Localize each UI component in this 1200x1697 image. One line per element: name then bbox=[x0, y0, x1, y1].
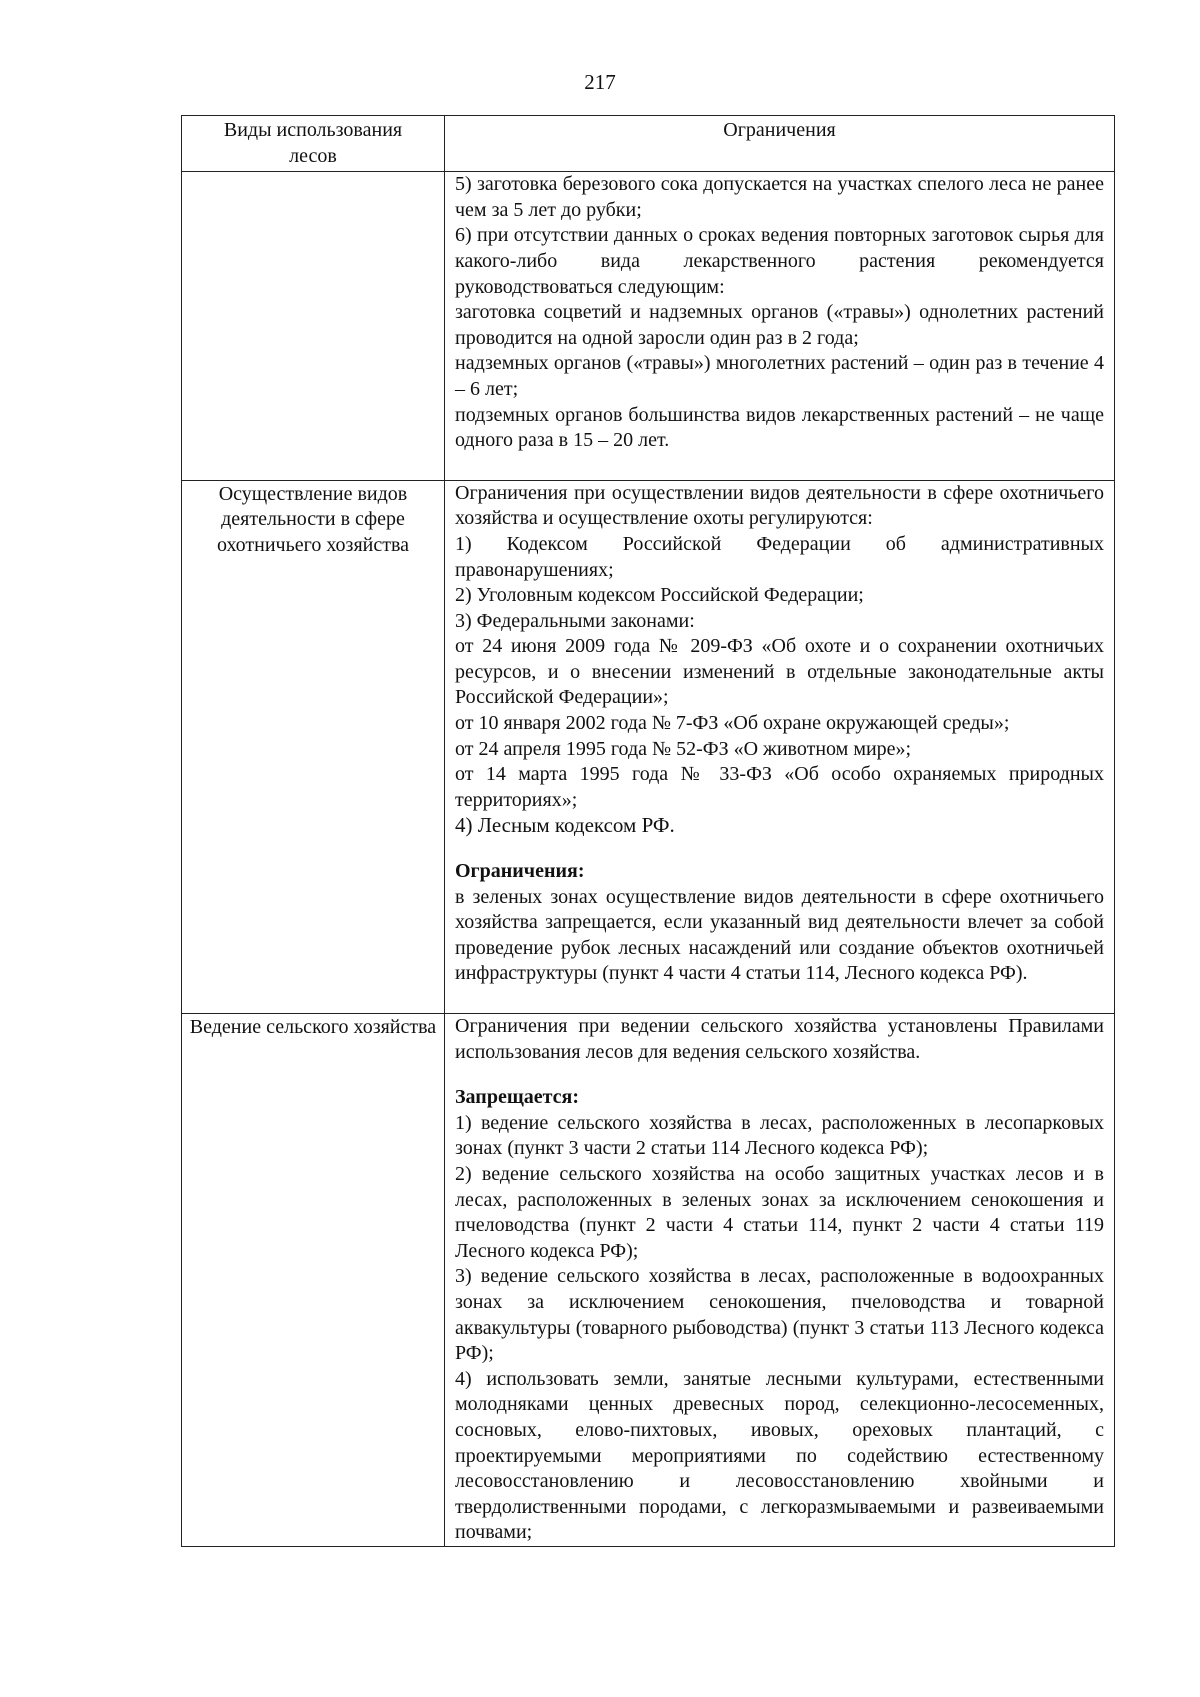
table-row bbox=[182, 1014, 1115, 1547]
restriction-paragraph: подземных органов большинства видов лекарственных растений – не чаще одного раза в 15 – 20 лет. bbox=[455, 403, 1104, 452]
restriction-paragraph: надземных органов («травы») многолетних растений – один раз в течение 4 – 6 лет; bbox=[455, 352, 1104, 400]
header-types-line-1: Виды использования bbox=[223, 119, 403, 141]
restriction-subheading: Ограничения: bbox=[455, 860, 585, 883]
restriction-paragraph: от 14 марта 1995 года № 33-ФЗ «Об особо охраняемых природных территориях»; bbox=[455, 763, 1104, 811]
table-row bbox=[182, 480, 1115, 1013]
restriction-paragraph: Ограничения при ведении сельского хозяйства установлены Правилами использования лесов для ведения сельского хозяйства. bbox=[455, 1015, 1104, 1063]
restriction-paragraph: 1) ведение сельского хозяйства в лесах, расположенных в лесопарковых зонах (пункт 3 части 2 статьи 114 Лесного кодекса РФ); bbox=[455, 1111, 1104, 1160]
restriction-paragraph: заготовка соцветий и надземных органов («травы») однолетних растений проводится на одной заросли один раз в 2 года; bbox=[455, 301, 1104, 349]
row-type-label bbox=[182, 172, 445, 481]
restriction-subheading: Запрещается: bbox=[455, 1086, 580, 1109]
restriction-paragraph: 6) при отсутствии данных о сроках ведения повторных заготовок сырья для какого-либо вида лекарственного растения рекомендуется руководствоваться следующим: bbox=[455, 224, 1104, 298]
restriction-paragraph: 3) ведение сельского хозяйства в лесах, расположенные в водоохранных зонах за исключением сенокошения, пчеловодства и товарной аквакультуры (товарного рыбоводства) (пункт 3 статьи 113 Лесного кодекса РФ); bbox=[455, 1265, 1104, 1365]
restriction-paragraph: 4) использовать земли, занятые лесными культурами, естественными молодняками ценных древесных пород, селекционно-лесосеменных, сосновых, елово-пихтовых, ивовых, ореховых плантаций, с проектируемыми мероприятиями по содействию естественному лесовосстановлению и лесовосстановлению хвойными и твердолиственными породами, с легкоразмываемыми и развеиваемыми почвами; bbox=[455, 1367, 1104, 1544]
restriction-paragraph: от 24 апреля 1995 года № 52-ФЗ «О животном мире»; bbox=[455, 737, 912, 760]
row-spacer bbox=[455, 987, 1104, 1013]
restriction-paragraph: 1) Кодексом Российской Федерации об административных правонарушениях; bbox=[455, 532, 1104, 581]
row-spacer bbox=[455, 454, 1104, 480]
header-types-line-2: лесов bbox=[289, 144, 337, 167]
restriction-paragraph: 4) Лесным кодексом РФ. bbox=[455, 813, 675, 838]
row-type-label: Ведение сельского хозяйства bbox=[182, 1014, 445, 1547]
forest-use-restrictions-table bbox=[181, 115, 1115, 1547]
header-restrictions: Ограничения bbox=[445, 116, 1115, 172]
restriction-paragraph: от 10 января 2002 года № 7-ФЗ «Об охране окружающей среды»; bbox=[455, 712, 1010, 735]
header-forest-use-types bbox=[182, 116, 445, 172]
restriction-paragraph: от 24 июня 2009 года № 209-ФЗ «Об охоте и о сохранении охотничьих ресурсов, и о внесении изменений в отдельные законодательные акты Российской Федерации»; bbox=[455, 635, 1104, 709]
row-restrictions bbox=[445, 1014, 1115, 1547]
restriction-paragraph: 2) ведение сельского хозяйства на особо защитных участках лесов и в лесах, расположенных в зеленых зонах за исключением сенокошения и пчеловодства (пункт 2 части 4 статьи 114, пункт 2 части 4 статьи 119 Лесного кодекса РФ); bbox=[455, 1162, 1104, 1262]
row-restrictions bbox=[445, 480, 1115, 1013]
restriction-paragraph: Ограничения при осуществлении видов деятельности в сфере охотничьего хозяйства и осуществление охоты регулируются: bbox=[455, 481, 1104, 530]
table-header-row bbox=[182, 116, 1115, 172]
row-restrictions bbox=[445, 172, 1115, 481]
restriction-paragraph: 2) Уголовным кодексом Российской Федерации; bbox=[455, 584, 864, 607]
restriction-paragraph: 5) заготовка березового сока допускается на участках спелого леса не ранее чем за 5 лет до рубки; bbox=[455, 173, 1104, 221]
row-type-label: Осуществление видов деятельности в сфере охотничьего хозяйства bbox=[182, 480, 445, 1013]
table-row bbox=[182, 172, 1115, 481]
page-number: 217 bbox=[584, 70, 616, 94]
restriction-paragraph: 3) Федеральными законами: bbox=[455, 609, 695, 632]
restriction-paragraph: в зеленых зонах осуществление видов деятельности в сфере охотничьего хозяйства запрещается, если указанный вид деятельности влечет за собой проведение рубок лесных насаждений или создание объектов охотничьей инфраструктуры (пункт 4 части 4 статьи 114, Лесного кодекса РФ). bbox=[455, 885, 1104, 985]
